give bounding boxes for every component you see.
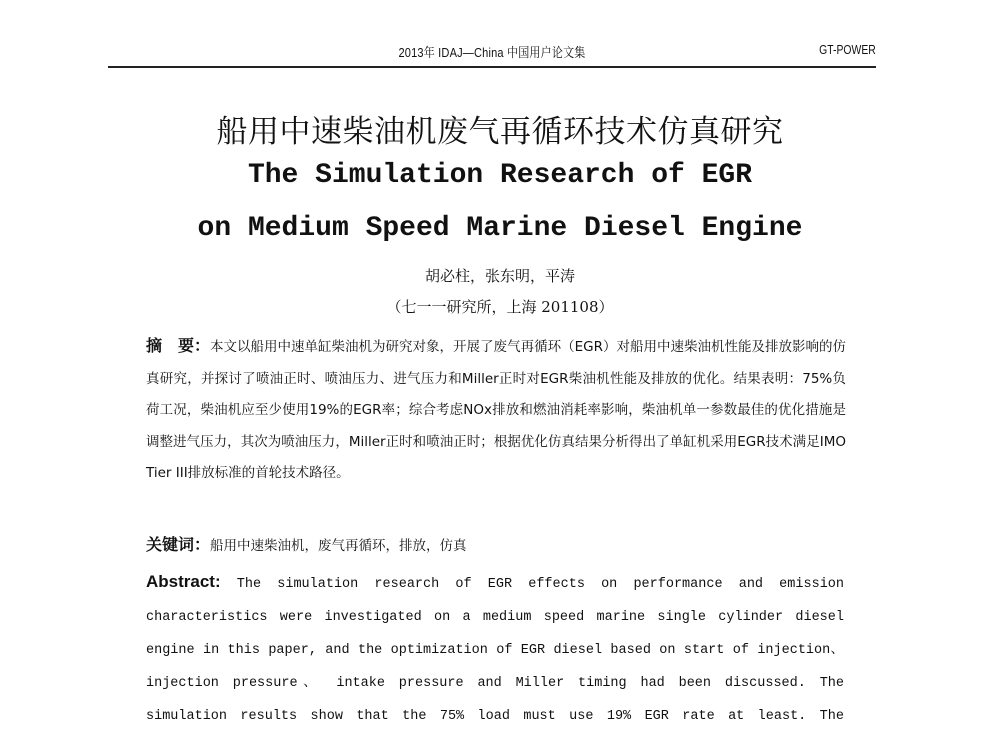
abstract-chinese-label: 摘 要： (146, 336, 211, 355)
title-english-line1: The Simulation Research of EGR (247, 160, 753, 191)
abstract-english-line: Abstract: The simulation research of EGR effects on performance and emission (146, 572, 844, 592)
header-rule (108, 66, 876, 68)
keywords-text: 船用中速柴油机，废气再循环，排放，仿真 (210, 538, 467, 554)
abstract-english-line: simulation results show that the 75% load must use 19% EGR rate at least. The (146, 709, 844, 724)
abstract-chinese-text: 本文以船用中速单缸柴油机为研究对象，开展了废气再循环（EGR）对船用中速柴油机性能及排放影响的仿真研究，并探讨了喷油正时、喷油压力、进气压力和Miller正时对EGR柴油机性能及排放的优化。结果表明：75%负荷工况，柴油机应至少使用19%的EGR率；综合考虑NOx排放和燃油消耗率影响，柴油机单一参数最佳的优化措施是调整进气压力，其次为喷油压力，Miller正时和喷油正时；根据优化仿真结果分析得出了单缸机采用EGR技术满足IMO Tier III排放标准的首轮技术路径。 (146, 339, 846, 481)
abstract-english (146, 565, 844, 733)
title-chinese: 船用中速柴油机废气再循环技术仿真研究 (216, 114, 784, 150)
title-english-line2: on Medium Speed Marine Diesel Engine (197, 213, 803, 244)
keywords-label: 关键词： (146, 535, 211, 554)
running-header (108, 42, 876, 62)
abstract-english-line: characteristics were investigated on a medium speed marine single cylinder diesel (146, 610, 844, 625)
abstract-english-line: engine in this paper, and the optimization of EGR diesel based on start of injection、 (146, 643, 844, 658)
keywords (146, 532, 846, 555)
header-proceedings-title: 2013年 IDAJ—China 中国用户论文集 (398, 45, 586, 60)
authors: 胡必柱，张东明，平涛 (424, 267, 575, 285)
abstract-english-label: Abstract: (146, 572, 221, 591)
abstract-english-line: injection pressure、 intake pressure and Miller timing had been discussed. The (146, 676, 844, 691)
header-section-label: GT-POWER (819, 42, 876, 57)
affiliation: （七一一研究所，上海 201108） (386, 298, 614, 316)
abstract-chinese (146, 330, 846, 490)
